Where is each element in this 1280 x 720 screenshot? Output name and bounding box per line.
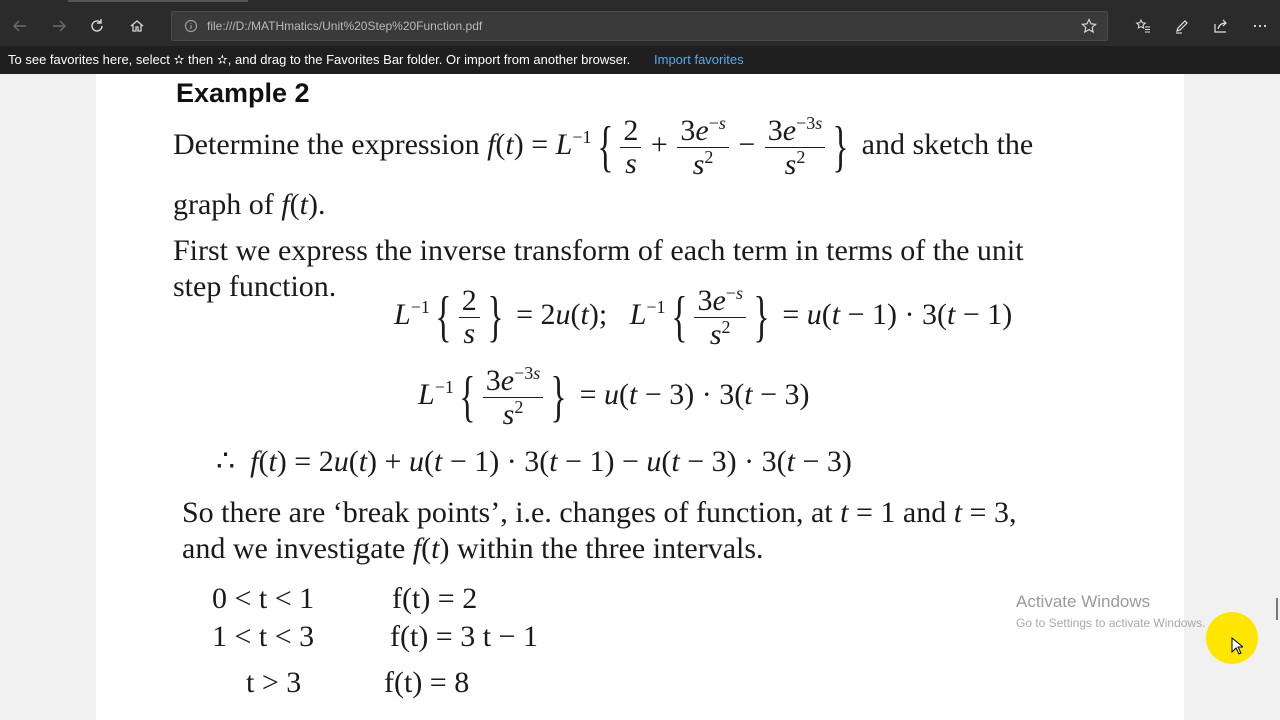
interval-value-3: f(t) = 8 bbox=[384, 666, 470, 699]
favorites-message: To see favorites here, select ✫ then ✫, and drag to the Favorites Bar folder. Or import from another browser. bbox=[8, 52, 631, 67]
favorites-bar bbox=[0, 46, 1280, 74]
refresh-icon bbox=[89, 18, 105, 34]
paragraph-breakpoints-2: and we investigate f(t) within the three intervals. bbox=[182, 532, 764, 565]
favorites-hub-button[interactable] bbox=[1129, 12, 1157, 40]
equation-inverse-2: $L^{-1}${ $\frac{3e^{-3s}}{s^2}$ } = u(t − 3) · 3(t − 3) bbox=[418, 363, 810, 431]
watermark-subtitle: Go to Settings to activate Windows. bbox=[1016, 616, 1206, 630]
favorite-star-icon[interactable] bbox=[1081, 18, 1097, 34]
scrollbar-thumb[interactable] bbox=[1276, 598, 1278, 620]
interval-range-1: 0 < t < 1 bbox=[212, 582, 315, 615]
interval-value-2: f(t) = 3 t − 1 bbox=[390, 620, 538, 653]
more-button[interactable] bbox=[1246, 12, 1274, 40]
pen-icon bbox=[1174, 18, 1190, 34]
active-tab-indicator bbox=[68, 0, 248, 2]
browser-toolbar bbox=[0, 6, 1280, 46]
interval-range-2: 1 < t < 3 bbox=[212, 620, 315, 653]
paragraph-problem-cont: graph of f(t). bbox=[173, 188, 326, 221]
address-bar[interactable] bbox=[171, 11, 1108, 41]
share-button[interactable] bbox=[1207, 12, 1235, 40]
investigate-text: and we investigate bbox=[182, 532, 413, 565]
import-favorites-link[interactable]: Import favorites bbox=[654, 52, 744, 67]
back-button[interactable] bbox=[6, 12, 34, 40]
paragraph-problem: Determine the expression $f(t) = L^{-1}${ $\frac{2}{s}$ + $\frac{3e^{-s}}{s^2}$ − $\frac{3e^{-3s}}{s^2}$ } and sketch the bbox=[173, 113, 1034, 181]
web-note-button[interactable] bbox=[1168, 12, 1196, 40]
refresh-button[interactable] bbox=[83, 12, 111, 40]
back-arrow-icon bbox=[12, 18, 28, 34]
address-url[interactable]: file:///D:/MATHmatics/Unit%20Step%20Function.pdf bbox=[207, 19, 483, 33]
favorites-list-icon bbox=[1135, 18, 1151, 34]
info-icon[interactable] bbox=[184, 19, 198, 33]
equation-inverse-1: $L^{-1}${ $\frac{2}{s}$ } = 2u(t); $L^{-1}${ $\frac{3e^{-s}}{s^2}$ } = u(t − 1) · 3(t − 1) bbox=[394, 283, 1013, 351]
watermark-title: Activate Windows bbox=[1016, 592, 1151, 611]
forward-button[interactable] bbox=[45, 12, 73, 40]
breakpoints-text: So there are ‘break points’, i.e. changes of function, at bbox=[182, 496, 841, 529]
home-button[interactable] bbox=[123, 12, 151, 40]
problem-text-end: and sketch the bbox=[854, 127, 1034, 161]
activate-windows-watermark bbox=[1016, 592, 1205, 630]
example-heading: Example 2 bbox=[176, 78, 310, 108]
paragraph-step1-line2: step function. bbox=[173, 270, 337, 303]
paragraph-step1-line1: First we express the inverse transform of each term in terms of the unit bbox=[173, 234, 1024, 267]
intervals-text: within the three intervals. bbox=[449, 532, 764, 565]
problem-text-start: Determine the expression bbox=[173, 127, 488, 161]
mouse-pointer-icon bbox=[1231, 637, 1243, 655]
problem-graph-text: graph of bbox=[173, 188, 282, 221]
interval-value-1: f(t) = 2 bbox=[392, 582, 478, 615]
more-dots-icon bbox=[1252, 18, 1268, 34]
share-icon bbox=[1213, 18, 1229, 34]
breakpoints-and: and bbox=[895, 496, 954, 529]
home-icon bbox=[129, 18, 145, 34]
interval-range-3: t > 3 bbox=[246, 666, 302, 699]
paragraph-breakpoints-1: So there are ‘break points’, i.e. changes of function, at t = 1 and t = 3, bbox=[182, 496, 1017, 529]
equation-result: ∴ f(t) = 2u(t) + u(t − 1) · 3(t − 1) − u(t − 3) · 3(t − 3) bbox=[216, 445, 852, 478]
forward-arrow-icon bbox=[51, 18, 67, 34]
